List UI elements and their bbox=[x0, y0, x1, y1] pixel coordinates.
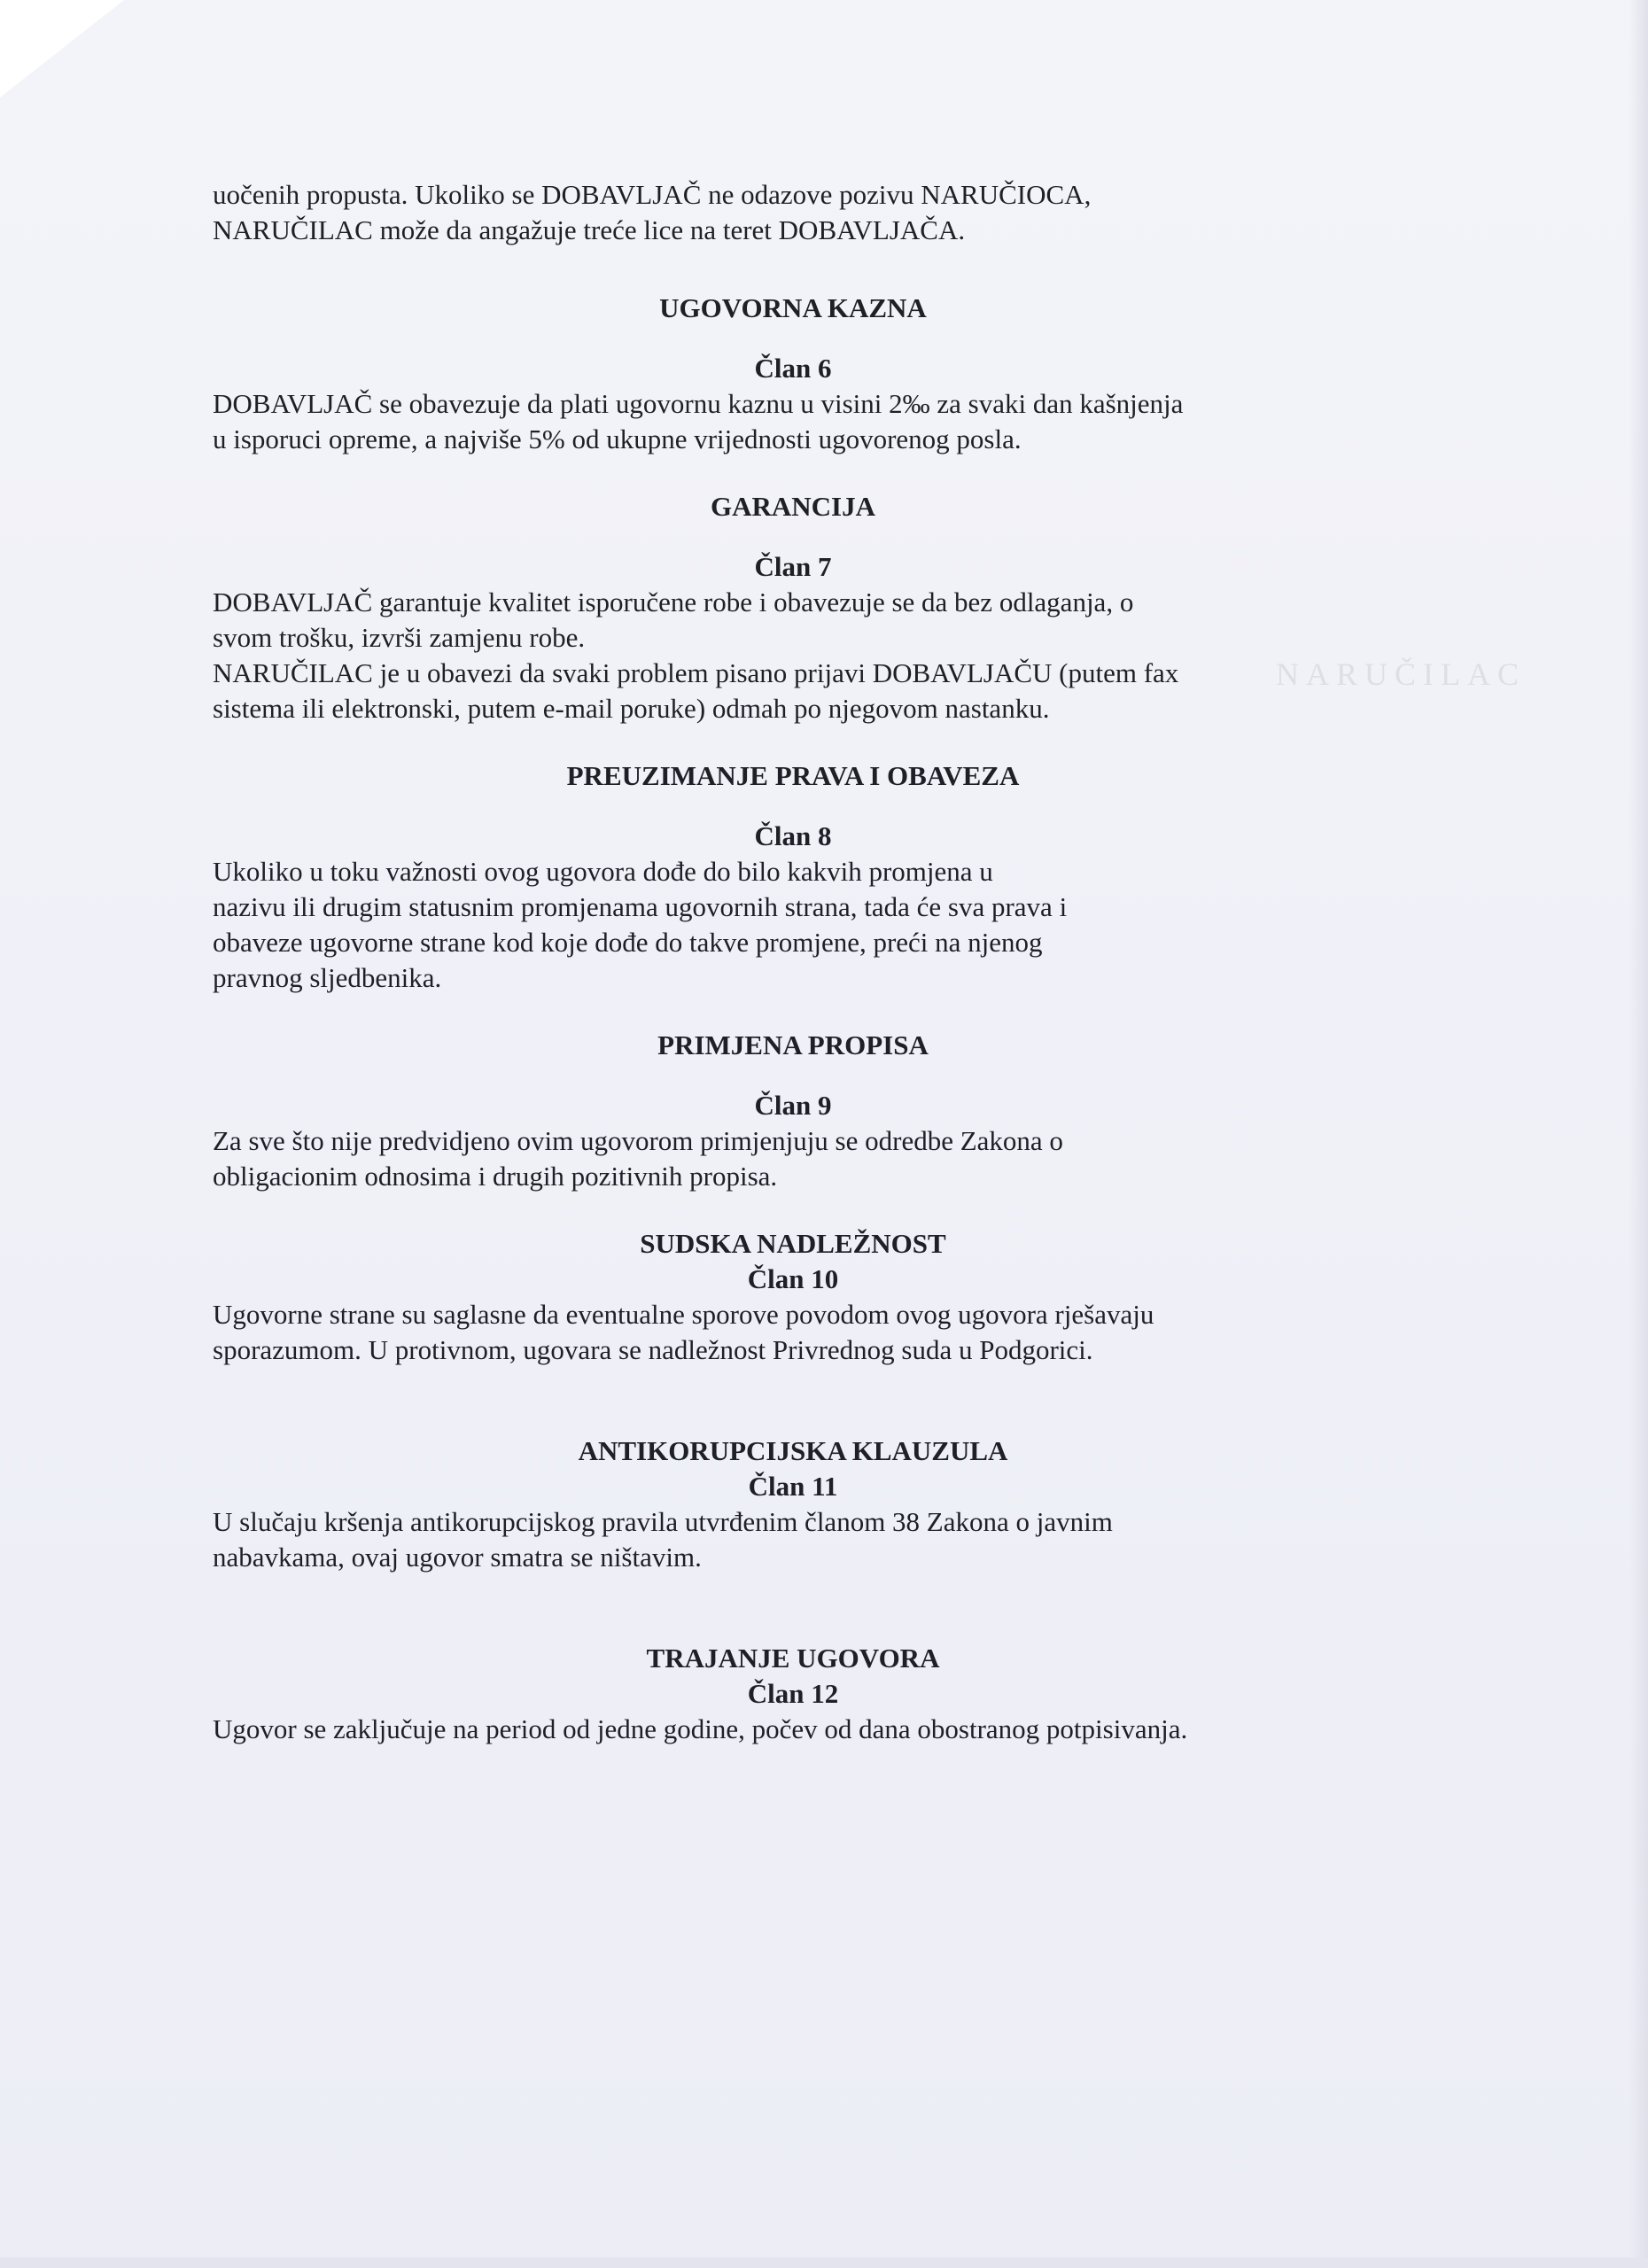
section-paragraph bbox=[213, 1712, 1373, 1747]
text-line: Ukoliko u toku važnosti ovog ugovora dođe do bilo kakvih promjena u bbox=[213, 856, 993, 887]
folded-corner bbox=[0, 0, 124, 97]
document-body bbox=[213, 177, 1373, 1747]
section-heading: GARANCIJA bbox=[711, 491, 875, 522]
article-number: Član 11 bbox=[748, 1471, 838, 1502]
section-heading: ANTIKORUPCIJSKA KLAUZULA bbox=[578, 1435, 1008, 1466]
intro-paragraph bbox=[213, 177, 1373, 248]
article-number: Član 7 bbox=[754, 551, 832, 582]
section-paragraph bbox=[213, 1297, 1373, 1368]
text-line: u isporuci opreme, a najviše 5% od ukupne vrijednosti ugovorenog posla. bbox=[213, 423, 1022, 454]
text-line: NARUČILAC je u obavezi da svaki problem pisano prijavi DOBAVLJAČU (putem fax bbox=[213, 657, 1179, 688]
section-paragraph bbox=[213, 585, 1373, 726]
text-line: Ugovor se zaključuje na period od jedne godine, počev od dana obostranog potpisivanja. bbox=[213, 1713, 1188, 1744]
text-line: svom trošku, izvrši zamjenu robe. bbox=[213, 622, 586, 653]
section-heading: TRAJANJE UGOVORA bbox=[646, 1643, 940, 1674]
text-line: Ugovorne strane su saglasne da eventualne sporove povodom ovog ugovora rješavaju bbox=[213, 1299, 1154, 1330]
article-number: Član 6 bbox=[754, 353, 832, 384]
text-line: U slučaju kršenja antikorupcijskog pravila utvrđenim članom 38 Zakona o javnim bbox=[213, 1506, 1113, 1537]
section-paragraph bbox=[213, 1504, 1373, 1575]
article-number: Član 9 bbox=[754, 1090, 832, 1121]
section-primjena-propisa bbox=[213, 1028, 1373, 1194]
section-preuzimanje-prava bbox=[213, 758, 1373, 996]
text-line: pravnog sljedbenika. bbox=[213, 962, 442, 993]
section-paragraph bbox=[213, 386, 1373, 457]
section-garancija bbox=[213, 489, 1373, 726]
text-line: nazivu ili drugim statusnim promjenama ugovornih strana, tada će sva prava i bbox=[213, 891, 1068, 922]
section-sudska-nadleznost bbox=[213, 1226, 1373, 1368]
text-line: sistema ili elektronski, putem e-mail poruke) odmah po njegovom nastanku. bbox=[213, 693, 1050, 724]
text-line: obligacionim odnosima i drugih pozitivnih propisa. bbox=[213, 1161, 778, 1192]
section-heading: PREUZIMANJE PRAVA I OBAVEZA bbox=[566, 760, 1020, 791]
section-paragraph bbox=[213, 854, 1223, 996]
text-line: NARUČILAC može da angažuje treće lice na teret DOBAVLJAČA. bbox=[213, 214, 966, 245]
text-line: sporazumom. U protivnom, ugovara se nadležnost Privrednog suda u Podgorici. bbox=[213, 1334, 1093, 1365]
section-antikorupcijska-klauzula bbox=[213, 1433, 1373, 1575]
article-number: Član 10 bbox=[747, 1263, 839, 1294]
text-line: Za sve što nije predvidjeno ovim ugovorom primjenjuju se odredbe Zakona o bbox=[213, 1125, 1063, 1156]
section-heading: UGOVORNA KAZNA bbox=[659, 292, 927, 323]
section-heading: SUDSKA NADLEŽNOST bbox=[640, 1228, 946, 1259]
text-line: DOBAVLJAČ se obavezuje da plati ugovornu kaznu u visini 2‰ za svaki dan kašnjenja bbox=[213, 388, 1184, 419]
section-trajanje-ugovora bbox=[213, 1641, 1373, 1747]
article-number: Član 8 bbox=[754, 820, 832, 851]
article-number: Član 12 bbox=[747, 1678, 839, 1709]
text-line: uočenih propusta. Ukoliko se DOBAVLJAČ ne odazove pozivu NARUČIOCA, bbox=[213, 179, 1092, 210]
text-line: DOBAVLJAČ garantuje kvalitet isporučene robe i obavezuje se da bez odlaganja, o bbox=[213, 586, 1134, 617]
scan-edge-bottom bbox=[0, 2257, 1648, 2268]
section-ugovorna-kazna bbox=[213, 291, 1373, 457]
text-line: nabavkama, ovaj ugovor smatra se ništavim. bbox=[213, 1542, 702, 1573]
text-line: obaveze ugovorne strane kod koje dođe do takve promjene, preći na njenog bbox=[213, 927, 1043, 958]
section-heading: PRIMJENA PROPISA bbox=[657, 1029, 929, 1060]
scan-edge-right bbox=[1629, 0, 1648, 2268]
section-paragraph bbox=[213, 1123, 1373, 1194]
bleed-through-stamp: NARUČILAC bbox=[1276, 656, 1527, 692]
